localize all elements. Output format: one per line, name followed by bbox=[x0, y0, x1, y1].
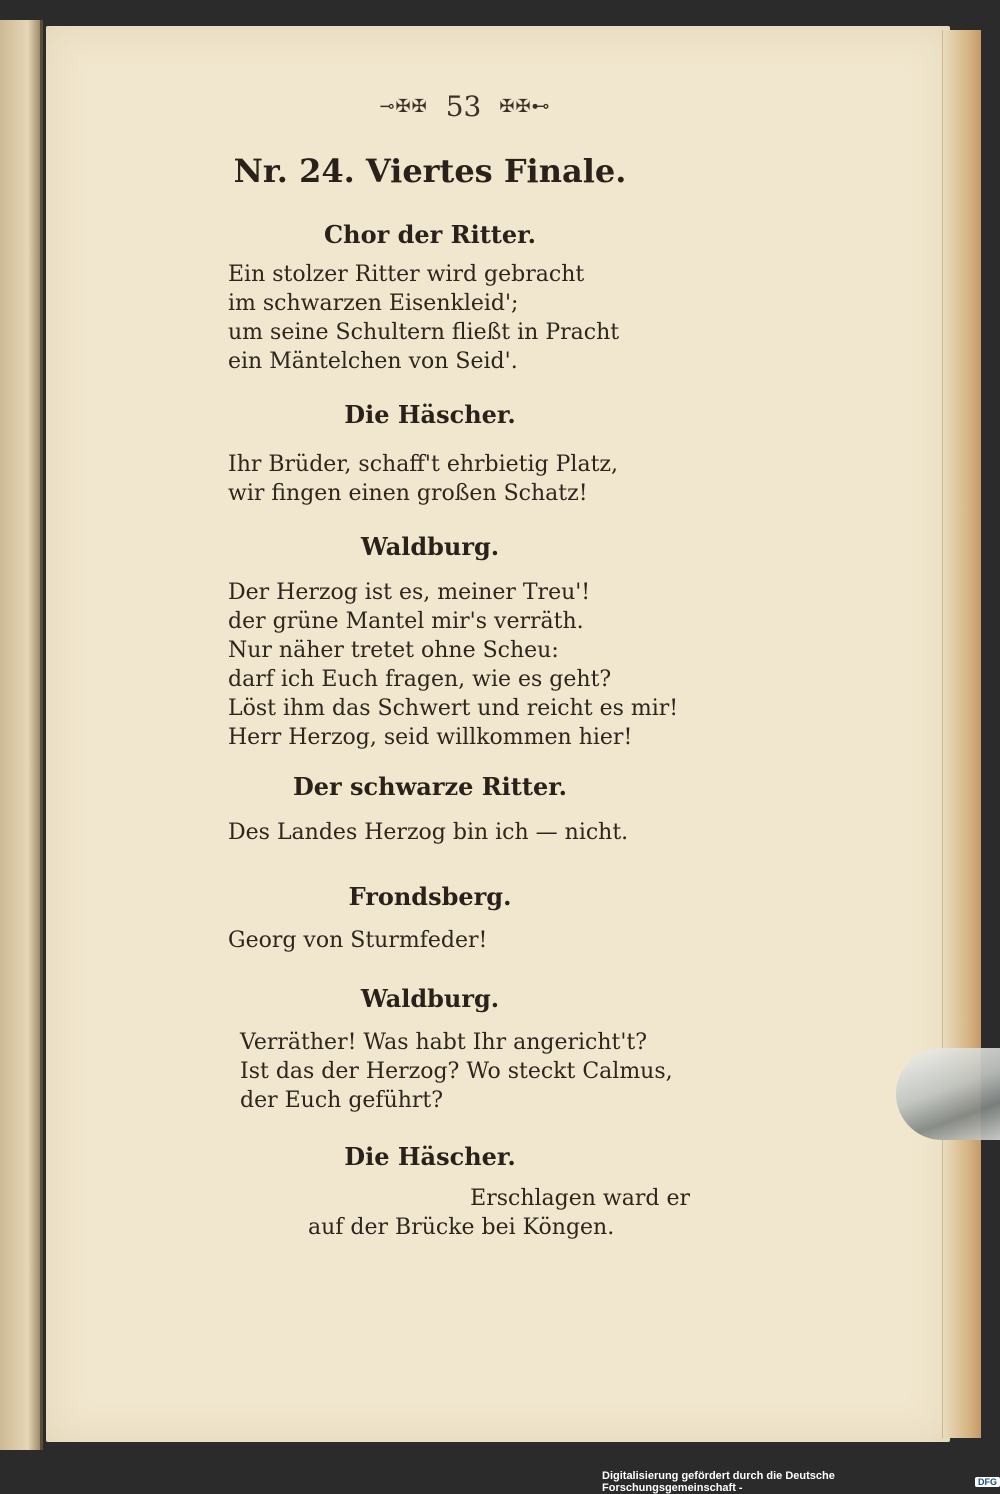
verse-block bbox=[300, 1184, 690, 1242]
verse-line: auf der Brücke bei Köngen. bbox=[308, 1215, 615, 1240]
verse-line: Löst ihm das Schwert und reicht es mir! bbox=[228, 696, 679, 721]
verse-block bbox=[228, 578, 698, 752]
verse-line: Herr Herzog, seid willkommen hier! bbox=[228, 725, 633, 750]
ornament-left-icon: ⊸✠✠ bbox=[379, 95, 428, 117]
page-header bbox=[370, 88, 560, 124]
verse-line: Des Landes Herzog bin ich — nicht. bbox=[228, 820, 629, 845]
verse-line: wir fingen einen großen Schatz! bbox=[228, 481, 588, 506]
verse-line: Georg von Sturmfeder! bbox=[228, 928, 488, 953]
verse-line: der grüne Mantel mir's verräth. bbox=[228, 609, 584, 634]
page-number: 53 bbox=[445, 89, 482, 123]
verse-line: im schwarzen Eisenkleid'; bbox=[228, 291, 519, 316]
verse-line: Verräther! Was habt Ihr angericht't? bbox=[240, 1030, 648, 1055]
verse-line: der Euch geführt? bbox=[240, 1088, 444, 1113]
footer-credit bbox=[602, 1472, 1000, 1492]
verse-line: Nur näher tretet ohne Scheu: bbox=[228, 638, 559, 663]
speaker-heading: Waldburg. bbox=[360, 532, 500, 561]
left-page-edge bbox=[0, 20, 43, 1450]
verse-line: um seine Schultern fließt in Pracht bbox=[228, 320, 620, 345]
speaker-heading: Chor der Ritter. bbox=[324, 220, 536, 249]
verse-block bbox=[228, 926, 698, 955]
verse-line: Ein stolzer Ritter wird gebracht bbox=[228, 262, 585, 287]
verse-line: Ist das der Herzog? Wo steckt Calmus, bbox=[240, 1059, 673, 1084]
verse-line: ein Mäntelchen von Seid'. bbox=[228, 349, 518, 374]
verse-block bbox=[240, 1028, 700, 1115]
page-title: Nr. 24. Viertes Finale. bbox=[233, 152, 627, 190]
page-clip bbox=[896, 1048, 1000, 1140]
speaker-heading: Die Häscher. bbox=[344, 400, 516, 429]
verse-line: darf ich Euch fragen, wie es geht? bbox=[228, 667, 612, 692]
speaker-heading: Waldburg. bbox=[360, 984, 500, 1013]
verse-block bbox=[228, 260, 698, 376]
verse-block bbox=[228, 450, 698, 508]
ornament-right-icon: ✠✠⊷ bbox=[499, 95, 551, 117]
verse-block bbox=[228, 818, 698, 847]
verse-line: Erschlagen ward er bbox=[470, 1186, 690, 1211]
speaker-heading: Der schwarze Ritter. bbox=[292, 772, 568, 801]
verse-line: Ihr Brüder, schaff't ehrbietig Platz, bbox=[228, 452, 618, 477]
footer-text: Digitalisierung gefördert durch die Deutsche Forschungsgemeinschaft - bbox=[602, 1470, 835, 1494]
dfg-logo: DFG bbox=[975, 1477, 1000, 1487]
speaker-heading: Die Häscher. bbox=[344, 1142, 516, 1171]
speaker-heading: Frondsberg. bbox=[348, 882, 512, 911]
right-page-edge bbox=[942, 30, 981, 1438]
verse-line: Der Herzog ist es, meiner Treu'! bbox=[228, 580, 591, 605]
